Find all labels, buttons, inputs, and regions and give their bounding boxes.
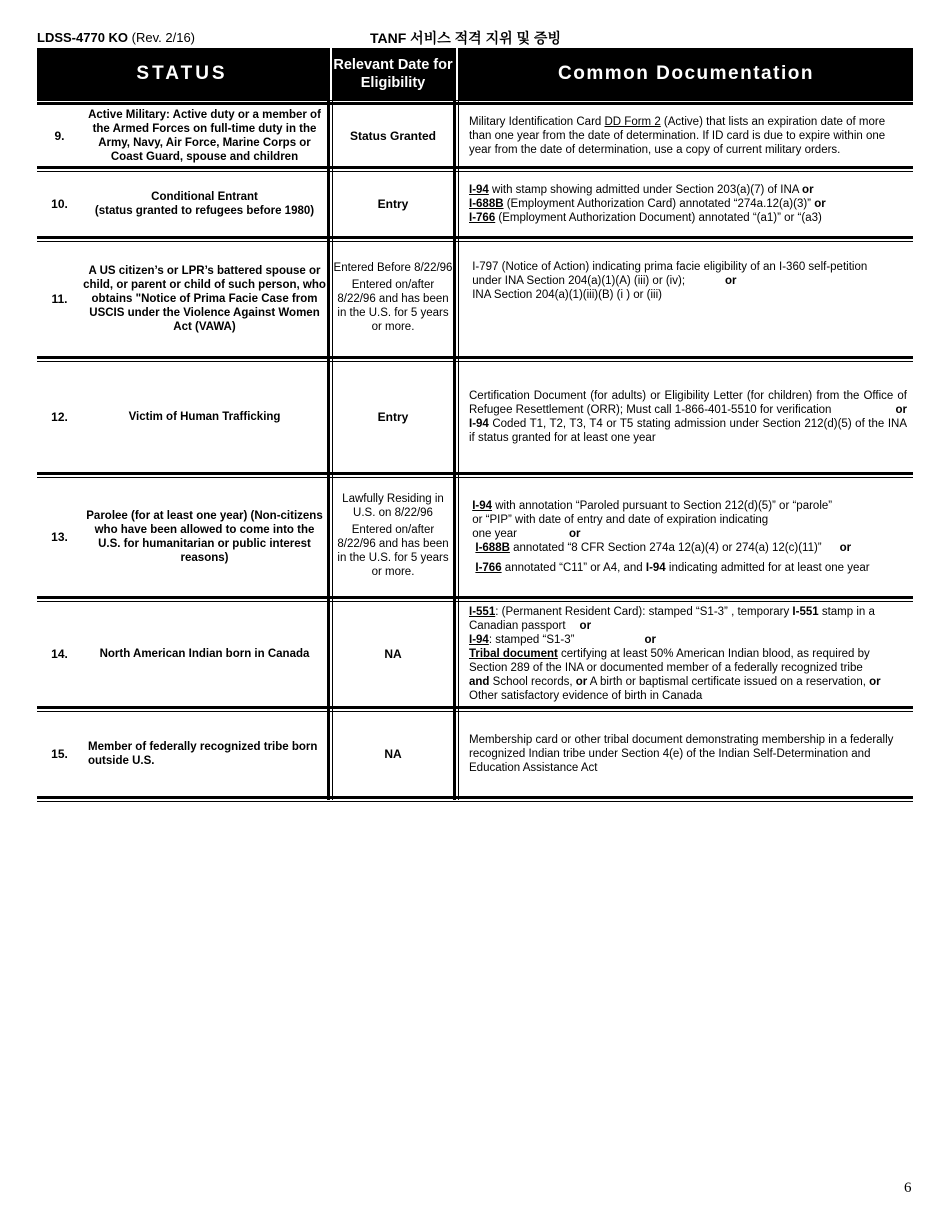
form-id: LDSS-4770 KO (Rev. 2/16) [37, 30, 196, 45]
row-number: 10. [51, 197, 68, 211]
column-header-date: Relevant Date for Eligibility [333, 48, 453, 100]
row-number: 9. [54, 129, 65, 143]
documentation-text: Certification Document (for adults) or Eligibility Letter (for children) from the Office of Refugee Resettlement (ORR); Must call 1-866-401-5510 for verification or I-94 Coded T1, T2, T3, T4 or T5 stating admission under Section 212(d)(5) of the INA if status granted for at least one year [469, 390, 907, 444]
documentation-text: I-797 (Notice of Action) indicating prima facie eligibility of an I-360 self-petition under INA Section 204(a)(1)(A) (iii) or (iv); or INA Section 204(a)(1)(iii)(B) (i ) or (iii) [472, 261, 868, 301]
divider [37, 100, 913, 105]
status-text: A US citizen’s or LPR’s battered spouse or child, or parent or child of such person, who obtains "Notice of Prima Facie Case from USCIS under the Violence Against Women Act (VAWA) [83, 265, 326, 333]
divider [37, 796, 913, 802]
table-row [37, 478, 913, 596]
status-text: Member of federally recognized tribe born outside U.S. [88, 741, 318, 767]
table-row [37, 172, 913, 236]
status-text: Victim of Human Trafficking [128, 411, 281, 423]
row-number: 12. [51, 410, 68, 424]
table-row [37, 242, 913, 356]
page-number: 6 [904, 1180, 912, 1196]
column-header-documentation: Common Documentation [459, 48, 913, 100]
eligibility-date: Entry [377, 197, 409, 211]
eligibility-date: Lawfully Residing in U.S. on 8/22/96 Entered on/after 8/22/96 and has been in the U.S. for 5 years or more. [337, 493, 449, 578]
eligibility-date: Status Granted [349, 129, 436, 143]
table-row [37, 712, 913, 796]
column-header-status: STATUS [37, 48, 327, 100]
table-row [37, 602, 913, 706]
eligibility-date: NA [384, 747, 402, 761]
row-number: 15. [51, 747, 68, 761]
row-number: 14. [51, 647, 68, 661]
status-text: Conditional Entrant (status granted to refugees before 1980) [94, 191, 315, 217]
row-number: 11. [51, 292, 68, 306]
table-row [37, 362, 913, 472]
eligibility-date: NA [384, 647, 402, 661]
eligibility-date: Entered Before 8/22/96 Entered on/after 8/22/96 and has been in the U.S. for 5 years or more. [333, 262, 453, 333]
table-row [37, 106, 913, 166]
status-text: Parolee (for at least one year) (Non-citizens who have been allowed to come into the U.S. for humanitarian or public interest reasons) [86, 510, 323, 564]
documentation-text: I-551: (Permanent Resident Card): stamped “S1-3” , temporary I-551 stamp in a Canadian passport or I-94: stamped “S1-3” or Tribal document certifying at least 50% American Indian blood, as required by Section 289 of the INA or documented member of a federally recognized tribe and School records, or A birth or baptismal certificate issued on a reservation, or Other satisfactory evidence of birth in Canada [469, 606, 881, 702]
page-title: TANF 서비스 적격 지위 및 증빙 [370, 30, 561, 46]
documentation-text: Membership card or other tribal document demonstrating membership in a federally recognized Indian tribe under Section 4(e) of the Indian Self-Determination and Education Assistance Act [469, 734, 894, 774]
status-text: Active Military: Active duty or a member of the Armed Forces on full-time duty in the Army, Navy, Air Force, Marine Corps or Coast Guard, spouse and children [88, 109, 321, 163]
documentation-text: Military Identification Card DD Form 2 (Active) that lists an expiration date of more than one year from the date of determination. If ID card is due to expire within one year from the date of determination, use a copy of current military orders. [469, 116, 886, 156]
eligibility-date: Entry [377, 410, 409, 424]
row-number: 13. [51, 530, 68, 544]
documentation-text: I-94 with annotation “Paroled pursuant to Section 212(d)(5)” or “parole” or “PIP” with date of entry and date of expiration indicating one year or I-688B annotated “8 CFR Section 274a 12(a)(4) or 274(a) 12(c)(11)” or I-766 annotated “C11” or A4, and I-94 indicating admitted for at least one year [472, 500, 870, 574]
documentation-text: I-94 with stamp showing admitted under Section 203(a)(7) of INA or I-688B (Employment Authorization Card) annotated “274a.12(a)(3)” or I-766 (Employment Authorization Document) annotated “(a1)” or “(a3) [469, 184, 826, 224]
status-text: North American Indian born in Canada [99, 648, 310, 660]
